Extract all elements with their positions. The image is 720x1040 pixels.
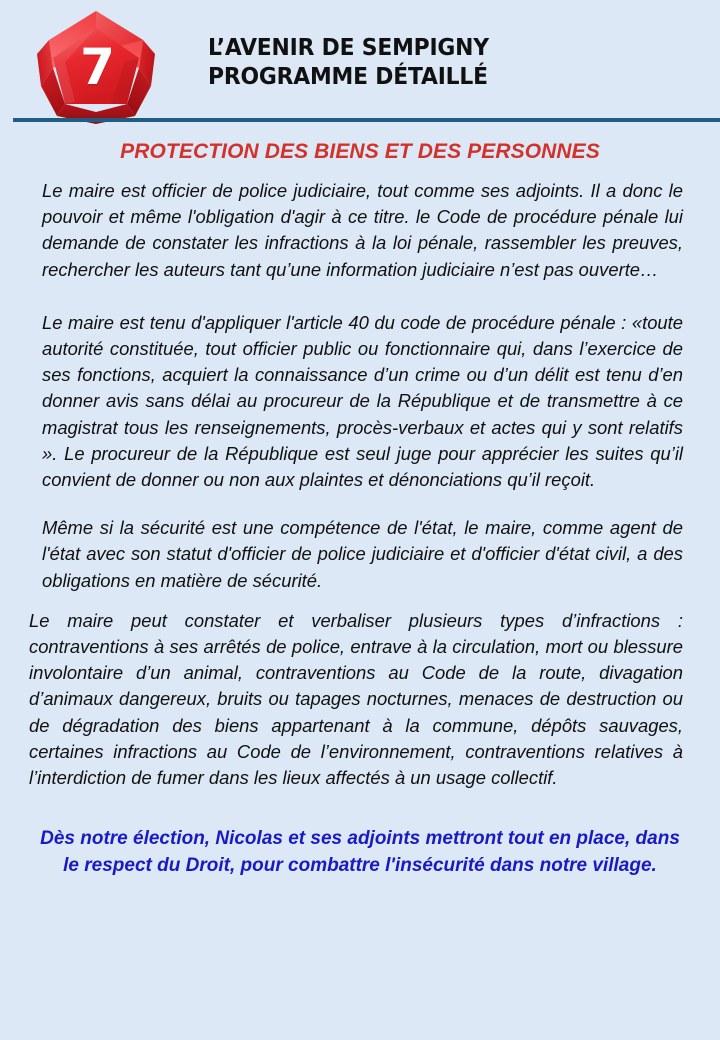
section-heading: PROTECTION DES BIENS ET DES PERSONNES: [120, 140, 600, 163]
body-content: [0, 178, 720, 791]
header-divider: [13, 118, 720, 122]
conclusion-statement: Dès notre élection, Nicolas et ses adjoints mettront tout en place, dans le respect du Droit, pour combattre l'insécurité dans notre village.: [40, 828, 680, 877]
badge-number: 7: [80, 38, 114, 96]
section-number-badge: [35, 8, 157, 126]
page-title: [208, 33, 489, 91]
paragraph-2: Le maire est tenu d'appliquer l'article 40 du code de procédure pénale : «toute autorité constituée, tout officier public ou fonctionnaire qui, dans l’exercice de ses fonctions, acquiert la connaissance d’un crime ou d’un délit est tenu d’en donner avis sans délai au procureur de la République et de transmettre à ce magistrat tous les renseignements, procès-verbaux et actes qui y sont relatifs ». Le procureur de la République est seul juge pour apprécier les suites qu’il convient de donner ou non aux plaintes et dénonciations qu’il reçoit.: [42, 311, 683, 491]
page-title-line-1: L’AVENIR DE SEMPIGNY: [208, 33, 489, 61]
page-header: [0, 0, 720, 122]
page-title-line-2: PROGRAMME DÉTAILLÉ: [208, 62, 488, 90]
paragraph-3: Même si la sécurité est une compétence de l'état, le maire, comme agent de l'état avec son statut d'officier de police judiciaire et d'officier d'état civil, a des obligations en matière de sécurité.: [42, 517, 683, 591]
paragraph-4: Le maire peut constater et verbaliser plusieurs types d’infractions : contraventions à ses arrêtés de police, entrave à la circulation, mort ou blessure involontaire d’un animal, contraventions au Code de la route, divagation d’animaux dangereux, bruits ou tapages nocturnes, menaces de destruction ou de dégradation des biens appartenant à la commune, dépôts sauvages, certaines infractions au Code de l’environnement, contraventions relatives à l’interdiction de fumer dans les lieux affectés à un usage collectif.: [29, 609, 683, 789]
paragraph-1: Le maire est officier de police judiciaire, tout comme ses adjoints. Il a donc le pouvoir et même l'obligation d'agir à ce titre. le Code de procédure pénale lui demande de constater les infractions à la loi pénale, rassembler les preuves, rechercher les auteurs tant qu’une information judiciaire n’est pas ouverte…: [42, 180, 683, 280]
